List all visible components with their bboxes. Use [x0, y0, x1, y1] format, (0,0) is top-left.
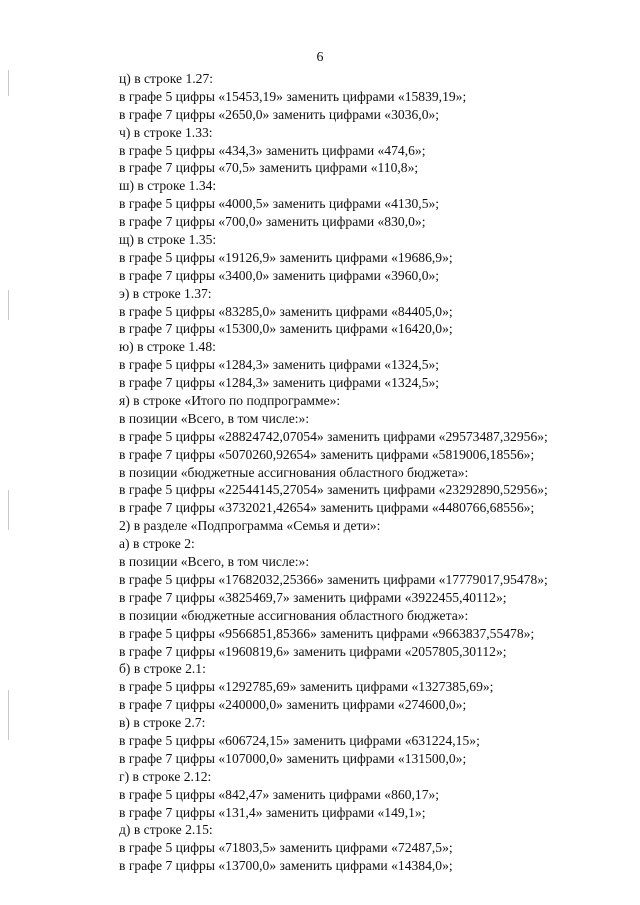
- text-line: в позиции «бюджетные ассигнования областного бюджета»:: [119, 607, 469, 623]
- text-line: в графе 7 цифры «1960819,6» заменить цифрами «2057805,30112»;: [119, 643, 507, 659]
- text-line: в графе 5 цифры «1292785,69» заменить цифрами «1327385,69»;: [119, 679, 494, 695]
- text-line: я) в строке «Итого по подпрограмме»:: [119, 393, 341, 409]
- text-line: в графе 7 цифры «3732021,42654» заменить цифрами «4480766,68556»;: [119, 500, 535, 516]
- scan-edge-mark: [8, 690, 9, 740]
- text-line: в позиции «бюджетные ассигнования областного бюджета»:: [119, 464, 469, 480]
- text-line: в графе 5 цифры «9566851,85366» заменить цифрами «9663837,55478»;: [119, 625, 535, 641]
- text-line: ю) в строке 1.48:: [119, 339, 216, 355]
- text-line: б) в строке 2.1:: [119, 661, 206, 677]
- text-line: э) в строке 1.37:: [119, 285, 212, 301]
- text-line: в графе 5 цифры «71803,5» заменить цифрами «72487,5»;: [119, 840, 453, 856]
- text-line: щ) в строке 1.35:: [119, 232, 217, 248]
- text-line: в графе 7 цифры «2650,0» заменить цифрами «3036,0»;: [119, 106, 440, 122]
- text-line: г) в строке 2.12:: [119, 768, 212, 784]
- scan-edge-mark: [8, 490, 9, 530]
- page-number: 6: [316, 50, 324, 65]
- text-line: в графе 5 цифры «83285,0» заменить цифрами «84405,0»;: [119, 303, 453, 319]
- text-line: в графе 7 цифры «15300,0» заменить цифрами «16420,0»;: [119, 321, 453, 337]
- text-line: ч) в строке 1.33:: [119, 124, 213, 140]
- text-line: а) в строке 2:: [119, 536, 195, 552]
- text-line: в графе 5 цифры «434,3» заменить цифрами «474,6»;: [119, 142, 426, 158]
- text-line: ш) в строке 1.34:: [119, 178, 217, 194]
- text-line: в графе 7 цифры «131,4» заменить цифрами «149,1»;: [119, 804, 426, 820]
- amendment-text: [119, 70, 629, 875]
- text-line: в графе 7 цифры «1284,3» заменить цифрами «1324,5»;: [119, 375, 440, 391]
- text-line: ц) в строке 1.27:: [119, 71, 214, 86]
- text-line: в графе 7 цифры «3400,0» заменить цифрами «3960,0»;: [119, 267, 440, 283]
- text-line: в графе 7 цифры «13700,0» заменить цифрами «14384,0»;: [119, 858, 453, 874]
- text-line: в графе 5 цифры «4000,5» заменить цифрами «4130,5»;: [119, 196, 440, 212]
- text-line: в графе 5 цифры «1284,3» заменить цифрами «1324,5»;: [119, 357, 440, 373]
- text-line: в графе 7 цифры «240000,0» заменить цифрами «274600,0»;: [119, 697, 467, 713]
- text-line: в графе 5 цифры «19126,9» заменить цифрами «19686,9»;: [119, 249, 453, 265]
- text-line: в позиции «Всего, в том числе:»:: [119, 410, 310, 426]
- text-line: в графе 5 цифры «22544145,27054» заменить цифрами «23292890,52956»;: [119, 482, 548, 498]
- text-line: в графе 5 цифры «842,47» заменить цифрами «860,17»;: [119, 786, 440, 802]
- text-line: 2) в разделе «Подпрограмма «Семья и дети»:: [119, 518, 381, 534]
- text-line: в графе 7 цифры «3825469,7» заменить цифрами «3922455,40112»;: [119, 589, 507, 605]
- text-line: в графе 5 цифры «17682032,25366» заменить цифрами «17779017,95478»;: [119, 571, 548, 587]
- text-line: в графе 5 цифры «28824742,07054» заменить цифрами «29573487,32956»;: [119, 428, 548, 444]
- text-line: в графе 5 цифры «606724,15» заменить цифрами «631224,15»;: [119, 732, 480, 748]
- text-line: в) в строке 2.7:: [119, 715, 206, 731]
- text-line: в графе 7 цифры «70,5» заменить цифрами «110,8»;: [119, 160, 419, 176]
- text-line: в графе 5 цифры «15453,19» заменить цифрами «15839,19»;: [119, 88, 467, 104]
- scan-edge-mark: [8, 70, 9, 96]
- scan-edge-mark: [8, 290, 9, 320]
- text-line: д) в строке 2.15:: [119, 822, 213, 838]
- text-line: в графе 7 цифры «107000,0» заменить цифрами «131500,0»;: [119, 750, 467, 766]
- text-line: в графе 7 цифры «700,0» заменить цифрами «830,0»;: [119, 214, 426, 230]
- text-line: в позиции «Всего, в том числе:»:: [119, 554, 310, 570]
- text-line: в графе 7 цифры «5070260,92654» заменить цифрами «5819006,18556»;: [119, 446, 535, 462]
